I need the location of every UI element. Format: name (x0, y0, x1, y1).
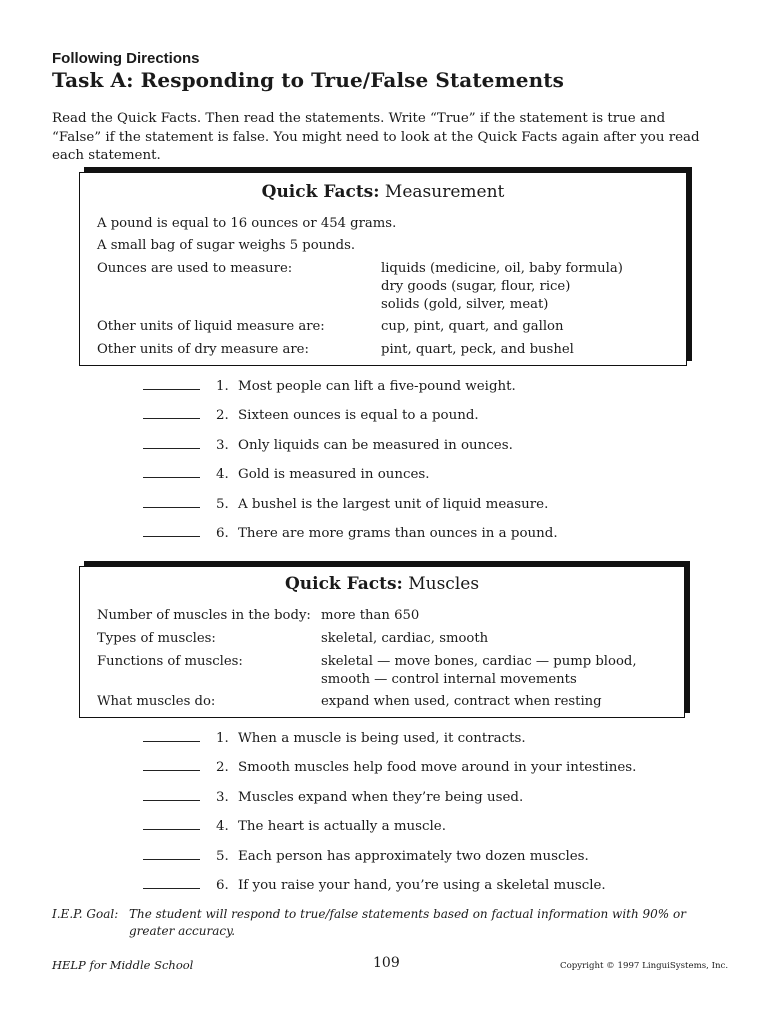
fact-value: liquids (medicine, oil, baby formula) (381, 261, 623, 276)
answer-blank[interactable] (143, 524, 200, 537)
instructions-paragraph: Read the Quick Facts. Then read the statements. Write “True” if the statement is true and “False” if the statement is false. You might need to look at the Quick Facts again after you read each statement. (52, 111, 700, 163)
statement-number: 5. (216, 497, 229, 512)
statement-text: A bushel is the largest unit of liquid measure. (238, 497, 549, 512)
fact-value: dry goods (sugar, flour, rice) (381, 279, 571, 294)
statement-row (143, 729, 526, 746)
statement-text: Sixteen ounces is equal to a pound. (238, 408, 479, 423)
statement-row (143, 377, 516, 394)
statement-number: 4. (216, 467, 229, 482)
statement-number: 4. (216, 819, 229, 834)
statement-row (143, 758, 636, 775)
statement-row (143, 788, 523, 805)
fact-value: skeletal — move bones, cardiac — pump blood, (321, 654, 637, 669)
fact-value: cup, pint, quart, and gallon (381, 319, 564, 334)
page-number: 109 (373, 955, 400, 971)
statement-text: Most people can lift a five-pound weight. (238, 379, 516, 394)
iep-goal-label: I.E.P. Goal: (52, 907, 119, 921)
statement-number: 3. (216, 790, 229, 805)
answer-blank[interactable] (143, 465, 200, 478)
quick-facts-measurement-box (79, 172, 687, 366)
statement-number: 5. (216, 849, 229, 864)
fact-value: solids (gold, silver, meat) (381, 297, 549, 312)
fact-value: skeletal, cardiac, smooth (321, 631, 489, 646)
statement-row (143, 847, 589, 864)
answer-blank[interactable] (143, 758, 200, 771)
statement-row (143, 876, 606, 893)
fact-label: Other units of dry measure are: (97, 342, 309, 357)
statement-text: There are more grams than ounces in a pound. (238, 526, 558, 541)
answer-blank[interactable] (143, 788, 200, 801)
copyright-notice: Copyright © 1997 LinguiSystems, Inc. (560, 961, 729, 971)
iep-goal-text: The student will respond to true/false statements based on factual information with 90% or greater accuracy. (129, 907, 686, 938)
statement-row (143, 817, 446, 834)
statement-text: Muscles expand when they’re being used. (238, 790, 524, 805)
statement-number: 6. (216, 526, 229, 541)
statement-row (143, 406, 479, 423)
fact-value: more than 650 (321, 608, 420, 623)
fact-label: Number of muscles in the body: (97, 608, 311, 623)
fact-line: A small bag of sugar weighs 5 pounds. (97, 238, 356, 253)
fact-label: Ounces are used to measure: (97, 261, 293, 276)
answer-blank[interactable] (143, 729, 200, 742)
answer-blank[interactable] (143, 817, 200, 830)
box-title: Quick Facts: Muscles (284, 574, 480, 594)
statement-text: The heart is actually a muscle. (238, 819, 446, 834)
statement-text: Only liquids can be measured in ounces. (238, 438, 513, 453)
statement-number: 2. (216, 760, 229, 775)
statement-text: Gold is measured in ounces. (238, 467, 430, 482)
statement-number: 2. (216, 408, 229, 423)
statement-text: When a muscle is being used, it contracts. (238, 731, 526, 746)
statement-row (143, 495, 548, 512)
answer-blank[interactable] (143, 406, 200, 419)
statement-row (143, 465, 430, 482)
fact-label: Types of muscles: (97, 631, 216, 646)
fact-label: Other units of liquid measure are: (97, 319, 325, 334)
statement-text: Smooth muscles help food move around in your intestines. (238, 760, 637, 775)
statement-text: If you raise your hand, you’re using a skeletal muscle. (238, 878, 606, 893)
page-title: Task A: Responding to True/False Statements (52, 68, 564, 92)
statement-text: Each person has approximately two dozen muscles. (238, 849, 589, 864)
fact-value: expand when used, contract when resting (321, 694, 602, 709)
answer-blank[interactable] (143, 847, 200, 860)
statement-row (143, 524, 558, 541)
fact-label: What muscles do: (97, 694, 216, 709)
answer-blank[interactable] (143, 876, 200, 889)
section-kicker: Following Directions (52, 50, 200, 67)
fact-line: A pound is equal to 16 ounces or 454 grams. (97, 216, 397, 231)
statement-row (143, 436, 513, 453)
answer-blank[interactable] (143, 436, 200, 449)
fact-value: smooth — control internal movements (321, 672, 577, 687)
box-title: Quick Facts: Measurement (261, 182, 505, 202)
fact-label: Functions of muscles: (97, 654, 243, 669)
statement-number: 1. (216, 379, 229, 394)
statement-number: 6. (216, 878, 229, 893)
statement-number: 1. (216, 731, 229, 746)
fact-value: pint, quart, peck, and bushel (381, 342, 574, 357)
answer-blank[interactable] (143, 377, 200, 390)
quick-facts-muscles-box (79, 566, 685, 718)
answer-blank[interactable] (143, 495, 200, 508)
statement-number: 3. (216, 438, 229, 453)
footer-book-title: HELP for Middle School (52, 958, 194, 972)
